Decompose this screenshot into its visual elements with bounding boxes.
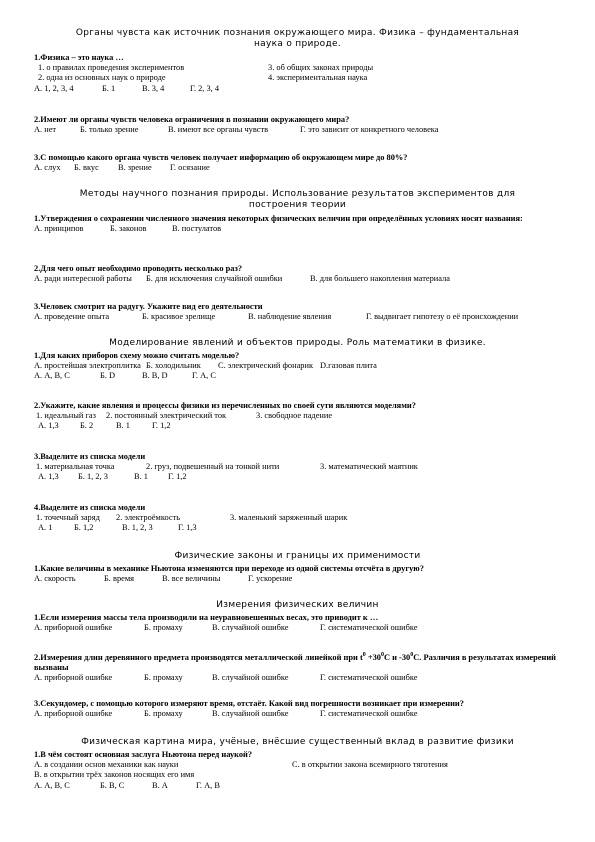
answer-option: В. случайной ошибке [212, 673, 289, 683]
section-title: Моделирование явлений и объектов природы. Роль математики в физике. [109, 338, 486, 348]
answer-option: Г. ускорение [248, 574, 293, 584]
question-4-1 [34, 564, 565, 584]
question-text: 1.Утверждения о сохранении численного значения некоторых физических величин при определённых условиях носят названия: [34, 214, 523, 223]
section-title: Физическая картина мира, учёные, внёсшие существенный вклад в развитие физики [81, 737, 514, 747]
answer-option: В. 1 [134, 472, 148, 482]
answer-option: Б. 1 [102, 83, 116, 93]
option-line: 1. материальная точка [36, 462, 115, 472]
answer-option: Б. только зрение [80, 125, 139, 135]
answer-option: А. приборной ошибке [34, 673, 113, 683]
question-text: 1.Для каких приборов схему можно считать моделью? [34, 351, 240, 360]
answer-option: А. А, В, С [34, 780, 70, 790]
answer-option: А. нет [34, 125, 57, 135]
section-3 [30, 338, 565, 349]
answer-option: Б. В, С [100, 780, 125, 790]
answer-option: Г. А, В [196, 780, 220, 790]
option-line: 4. экспериментальная наука [268, 73, 368, 83]
answer-option: Б. 2 [80, 421, 94, 431]
answer-option: Г. это зависит от конкретного человека [300, 125, 439, 135]
section-title: Органы чувста как источник познания окружающего мира. Физика – фундаментальная наука о природе. [75, 28, 520, 49]
answer-option: В. имеют все органы чувств [168, 125, 269, 135]
answer-option: Г. выдвигает гипотезу о её происхождении [366, 312, 519, 322]
answer-option: Г. систематической ошибке [320, 709, 418, 719]
question-text: 2.Для чего опыт необходимо проводить несколько раз? [34, 264, 243, 273]
answer-option: А. приборной ошибке [34, 709, 113, 719]
answer-option: Б. промаху [144, 709, 183, 719]
answer-option: Г. 2, 3, 4 [190, 83, 220, 93]
option-line: Б. холодильник [146, 361, 201, 371]
section-5 [30, 600, 565, 611]
question-1-2 [34, 115, 565, 135]
answer-option: Г. 1,3 [178, 523, 197, 533]
answer-option: В. 3, 4 [142, 83, 165, 93]
section-title: Методы научного познания природы. Использование результатов экспериментов для построения теории [79, 189, 516, 210]
question-text: 3.Секундомер, с помощью которого измеряют время, отстаёт. Какой вид погрешности возникает при измерении? [34, 699, 464, 708]
answer-option: Г. 1,2 [168, 472, 187, 482]
question-2-1 [34, 214, 565, 234]
answer-option: Б. 1,2 [74, 523, 94, 533]
section-4 [30, 551, 565, 562]
answer-option: В. для большего накопления материала [310, 274, 450, 284]
answer-option: Б. для исключения случайной ошибки [146, 274, 283, 284]
option-line: D.газовая плита [320, 361, 377, 371]
question-2-2 [34, 264, 565, 284]
question-3-2 [34, 401, 565, 432]
question-5-1 [34, 613, 565, 633]
question-5-2 [34, 650, 565, 683]
answer-option: Г. систематической ошибке [320, 673, 418, 683]
question-3-1 [34, 351, 565, 382]
option-line: С. электрический фонарик [218, 361, 314, 371]
answer-option: В. постулатов [172, 224, 222, 234]
answer-option: В. 1, 2, 3 [122, 523, 153, 533]
answer-option: Б. промаху [144, 673, 183, 683]
question-1-3 [34, 153, 565, 173]
question-1-1 [34, 53, 565, 94]
answer-option: Б. законов [110, 224, 147, 234]
option-line: 2. постоянный электрический ток [106, 411, 227, 421]
option-line: В. в открытии трёх законов носящих его имя [34, 770, 195, 780]
section-title: Физические законы и границы их применимости [174, 551, 421, 561]
answer-option: Б. вкус [74, 163, 99, 173]
option-line: А. в создании основ механики как науки [34, 760, 179, 770]
answer-option: А. принципов [34, 224, 84, 234]
question-text: 4.Выделите из списка модели [34, 503, 146, 512]
answer-option: В. зрение [118, 163, 152, 173]
question-text: 3.С помощью какого органа чувств человек получает информацию об окружающем мире до 80%? [34, 153, 408, 162]
answer-option: А. скорость [34, 574, 76, 584]
option-line: 3. об общих законах природы [268, 63, 374, 73]
section-1 [30, 28, 565, 50]
question-text: 3.Выделите из списка модели [34, 452, 146, 461]
question-text: 1.Физика – это наука … [34, 53, 124, 62]
option-line: С. в открытии закона всемирного тяготения [292, 760, 448, 770]
answer-option: А. А, В, С [34, 371, 70, 381]
answer-option: Б. промаху [144, 623, 183, 633]
question-text: 1.В чём состоят основная заслуга Ньютона перед наукой? [34, 750, 253, 759]
answer-option: Б. 1, 2, 3 [78, 472, 108, 482]
question-3-4 [34, 503, 565, 534]
question-3-3 [34, 452, 565, 483]
question-text: 1.Если измерения массы тела производили на неуравновешенных весах, это приводит к … [34, 613, 379, 622]
answer-option: В. все величины [162, 574, 221, 584]
question-text: 2.Укажите, какие явления и процессы физики из перечисленных по своей сути являются моделями? [34, 401, 416, 410]
section-title: Измерения физических величин [216, 600, 379, 610]
option-line: 1. о правилах проведения экспериментов [38, 63, 185, 73]
answer-option: А. 1,3 [38, 421, 59, 431]
question-6-1 [34, 750, 565, 791]
answer-option: Г. А, С [192, 371, 216, 381]
option-line: 2. одна из основных наук о природе [38, 73, 166, 83]
option-line: 2. электроёмкость [116, 513, 181, 523]
option-line: 2. груз, подвешенный на тонкой нити [146, 462, 280, 472]
answer-option: А. 1 [38, 523, 53, 533]
answer-option: Б. время [104, 574, 135, 584]
section-2 [30, 189, 565, 211]
question-5-3 [34, 699, 565, 719]
answer-option: В. случайной ошибке [212, 623, 289, 633]
answer-option: А. 1, 2, 3, 4 [34, 83, 74, 93]
answer-option: В. В, D [142, 371, 168, 381]
question-text: 2.Измерения длин деревянного предмета производятся металлической линейкой при $t^0 +30^0С$ и $-30^0С$. Различия в результатах измерений вызваны [34, 652, 557, 672]
option-line: 1. точечный заряд [36, 513, 100, 523]
answer-option: В. 1 [116, 421, 130, 431]
option-line: 3. маленький заряженный шарик [230, 513, 348, 523]
answer-option: Б. красивое зрелище [142, 312, 216, 322]
answer-option: А. ради интересной работы [34, 274, 132, 284]
answer-option: А. приборной ошибке [34, 623, 113, 633]
question-text: 1.Какие величины в механике Ньютона изменяются при переходе из одной системы отсчёта в другую? [34, 564, 424, 573]
answer-option: А. проведение опыта [34, 312, 110, 322]
option-line: 3. математический маятник [320, 462, 418, 472]
answer-option: Г. систематической ошибке [320, 623, 418, 633]
answer-option: Б. D [100, 371, 116, 381]
option-line: 1. идеальный газ [36, 411, 96, 421]
question-2-3 [34, 302, 565, 322]
question-text: 2.Имеют ли органы чувств человека ограничения в познании окружающего мира? [34, 115, 350, 124]
option-line: А. простейшая электроплитка [34, 361, 141, 371]
question-text: 3.Человек смотрит на радугу. Укажите вид его деятельности [34, 302, 263, 311]
answer-option: А. слух [34, 163, 61, 173]
section-6 [30, 737, 565, 748]
answer-option: В. А [152, 780, 168, 790]
answer-option: Г. осязание [170, 163, 210, 173]
answer-option: Г. 1,2 [152, 421, 171, 431]
option-line: 3. свободное падение [256, 411, 333, 421]
answer-option: В. наблюдение явления [248, 312, 332, 322]
answer-option: В. случайной ошибке [212, 709, 289, 719]
answer-option: А. 1,3 [38, 472, 59, 482]
